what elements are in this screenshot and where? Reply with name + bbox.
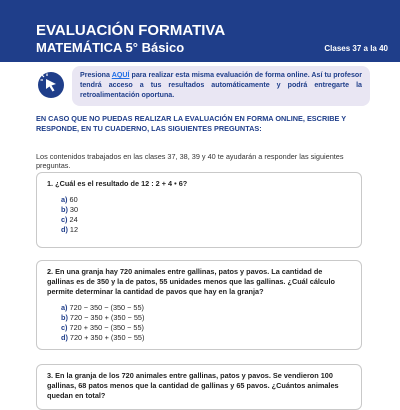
options-list [47, 195, 351, 235]
option-letter: a) [61, 195, 68, 204]
intro-text: Los contenidos trabajados en las clases 37, 38, 39 y 40 te ayudarán a responder las siguientes preguntas. [36, 152, 344, 170]
question-text: 3. En la granja de los 720 animales entre gallinas, patos y pavos. Se vendieron 100 gallinas, 68 patos menos que la cantidad de gallinas y 65 pavos. ¿Cuántos animales quedan en total? [47, 371, 339, 400]
option-text: 24 [69, 215, 78, 224]
header-banner [0, 0, 400, 62]
online-link[interactable]: AQUÍ [111, 71, 130, 79]
options-list [47, 303, 351, 343]
option-text: 720 + 350 + (350 − 55) [69, 333, 145, 342]
option-letter: d) [61, 333, 68, 342]
question-2 [36, 260, 362, 350]
option-a [61, 195, 351, 205]
option-letter: d) [61, 225, 68, 234]
question-1 [36, 172, 362, 248]
callout-pre: Presiona [80, 71, 112, 79]
classes-label: Clases 37 a la 40 [324, 44, 388, 53]
option-text: 30 [69, 205, 79, 214]
option-letter: b) [61, 205, 68, 214]
option-letter: c) [61, 323, 68, 332]
option-d [61, 225, 351, 235]
option-c [61, 323, 351, 333]
option-text: 12 [69, 225, 79, 234]
question-text: 1. ¿Cuál es el resultado de 12 : 2 + 4 • 6? [47, 179, 188, 188]
option-c [61, 215, 351, 225]
option-b [61, 205, 351, 215]
cursor-click-icon [38, 72, 64, 98]
page-subtitle: MATEMÁTICA 5° Básico [36, 40, 185, 55]
question-text: 2. En una granja hay 720 animales entre gallinas, patos y pavos. La cantidad de gallinas es de 350 y la de patos, 55 unidades menos que las gallinas. ¿Cuál cálculo permite determinar la cantidad de pavos que hay en la granja? [47, 267, 335, 296]
option-letter: c) [61, 215, 68, 224]
option-b [61, 313, 351, 323]
callout-post: para realizar esta misma evaluación de forma online. Así tu profesor tendrá acceso a tus resultados automáticamente y podrá entregarte la retroalimentación oportuna. [80, 71, 362, 99]
question-3 [36, 364, 362, 410]
online-callout [72, 66, 370, 106]
option-text: 720 − 350 + (350 − 55) [69, 313, 145, 322]
instructions: EN CASO QUE NO PUEDAS REALIZAR LA EVALUACIÓN EN FORMA ONLINE, ESCRIBE Y RESPONDE, EN TU CUADERNO, LAS SIGUIENTES PREGUNTAS: [36, 114, 347, 133]
option-a [61, 303, 351, 313]
option-text: 720 − 350 − (350 − 55) [69, 303, 144, 312]
option-letter: a) [61, 303, 68, 312]
page-title: EVALUACIÓN FORMATIVA [36, 22, 226, 39]
option-text: 720 + 350 − (350 − 55) [69, 323, 144, 332]
option-letter: b) [61, 313, 68, 322]
option-text: 60 [69, 195, 78, 204]
option-d [61, 333, 351, 343]
